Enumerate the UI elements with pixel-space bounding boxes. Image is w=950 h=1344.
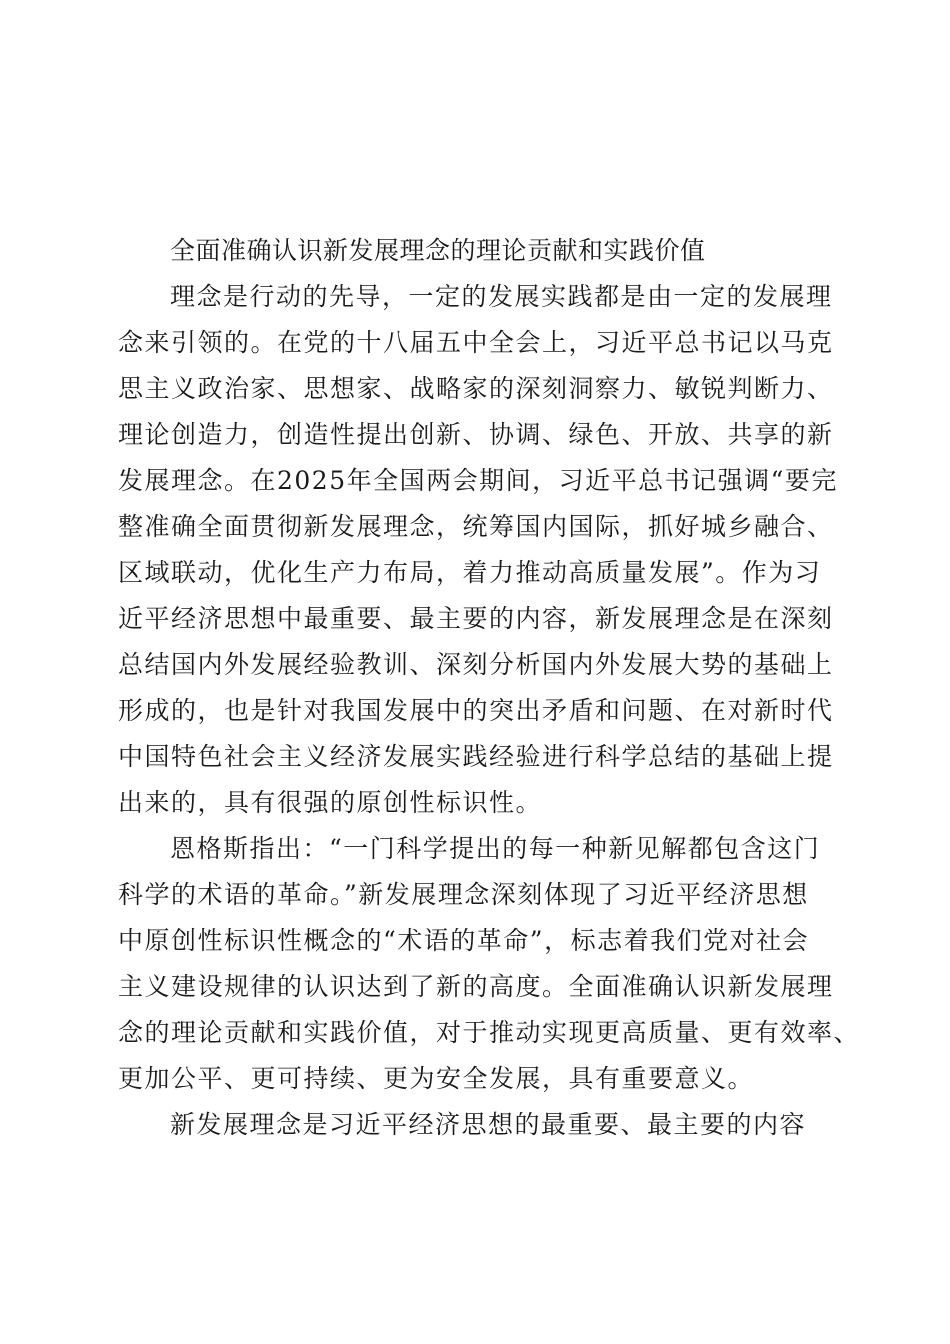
paragraph-line: 恩格斯指出：“一门科学提出的每一种新见解都包含这门 [170,834,821,863]
paragraph-line: 出来的，具有很强的原创性标识性。 [118,788,543,817]
paragraph-line: 念来引领的。在党的十八届五中全会上，习近平总书记以马克 [118,328,834,357]
paragraph-1 [118,274,848,826]
paragraph-line: 中原创性标识性概念的“术语的革命”，标志着我们党对社会 [118,926,810,955]
paragraph-line: 更加公平、更可持续、更为安全发展，具有重要意义。 [118,1064,755,1093]
document-body [118,228,861,1148]
paragraph-line: 区域联动，优化生产力布局，着力推动高质量发展”。作为习 [118,558,822,587]
paragraph-2 [118,826,861,1102]
paragraph-line: 理念是行动的先导，一定的发展实践都是由一定的发展理 [170,282,833,311]
paragraph-line: 念的理论贡献和实践价值，对于推动实现更高质量、更有效率、 [118,1018,861,1047]
document-title: 全面准确认识新发展理念的理论贡献和实践价值 [170,236,706,265]
paragraph-line: 总结国内外发展经验教训、深刻分析国内外发展大势的基础上 [118,650,834,679]
paragraph-line: 思主义政治家、思想家、战略家的深刻洞察力、敏锐判断力、 [118,374,834,403]
paragraph-line: 形成的，也是针对我国发展中的突出矛盾和问题、在对新时代 [118,696,834,725]
paragraph-line: 中国特色社会主义经济发展实践经验进行科学总结的基础上提 [118,742,834,771]
paragraph-line: 发展理念。在2025年全国两会期间，习近平总书记强调“要完 [118,466,838,495]
paragraph-line: 整准确全面贯彻新发展理念，统筹国内国际，抓好城乡融合、 [118,512,834,541]
paragraph-line: 近平经济思想中最重要、最主要的内容，新发展理念是在深刻 [118,604,834,633]
section-heading: 新发展理念是习近平经济思想的最重要、最主要的内容 [170,1110,807,1139]
paragraph-line: 理论创造力，创造性提出创新、协调、绿色、开放、共享的新 [118,420,834,449]
paragraph-line: 主义建设规律的认识达到了新的高度。全面准确认识新发展理 [118,972,834,1001]
paragraph-line: 科学的术语的革命。”新发展理念深刻体现了习近平经济思想 [118,880,809,909]
